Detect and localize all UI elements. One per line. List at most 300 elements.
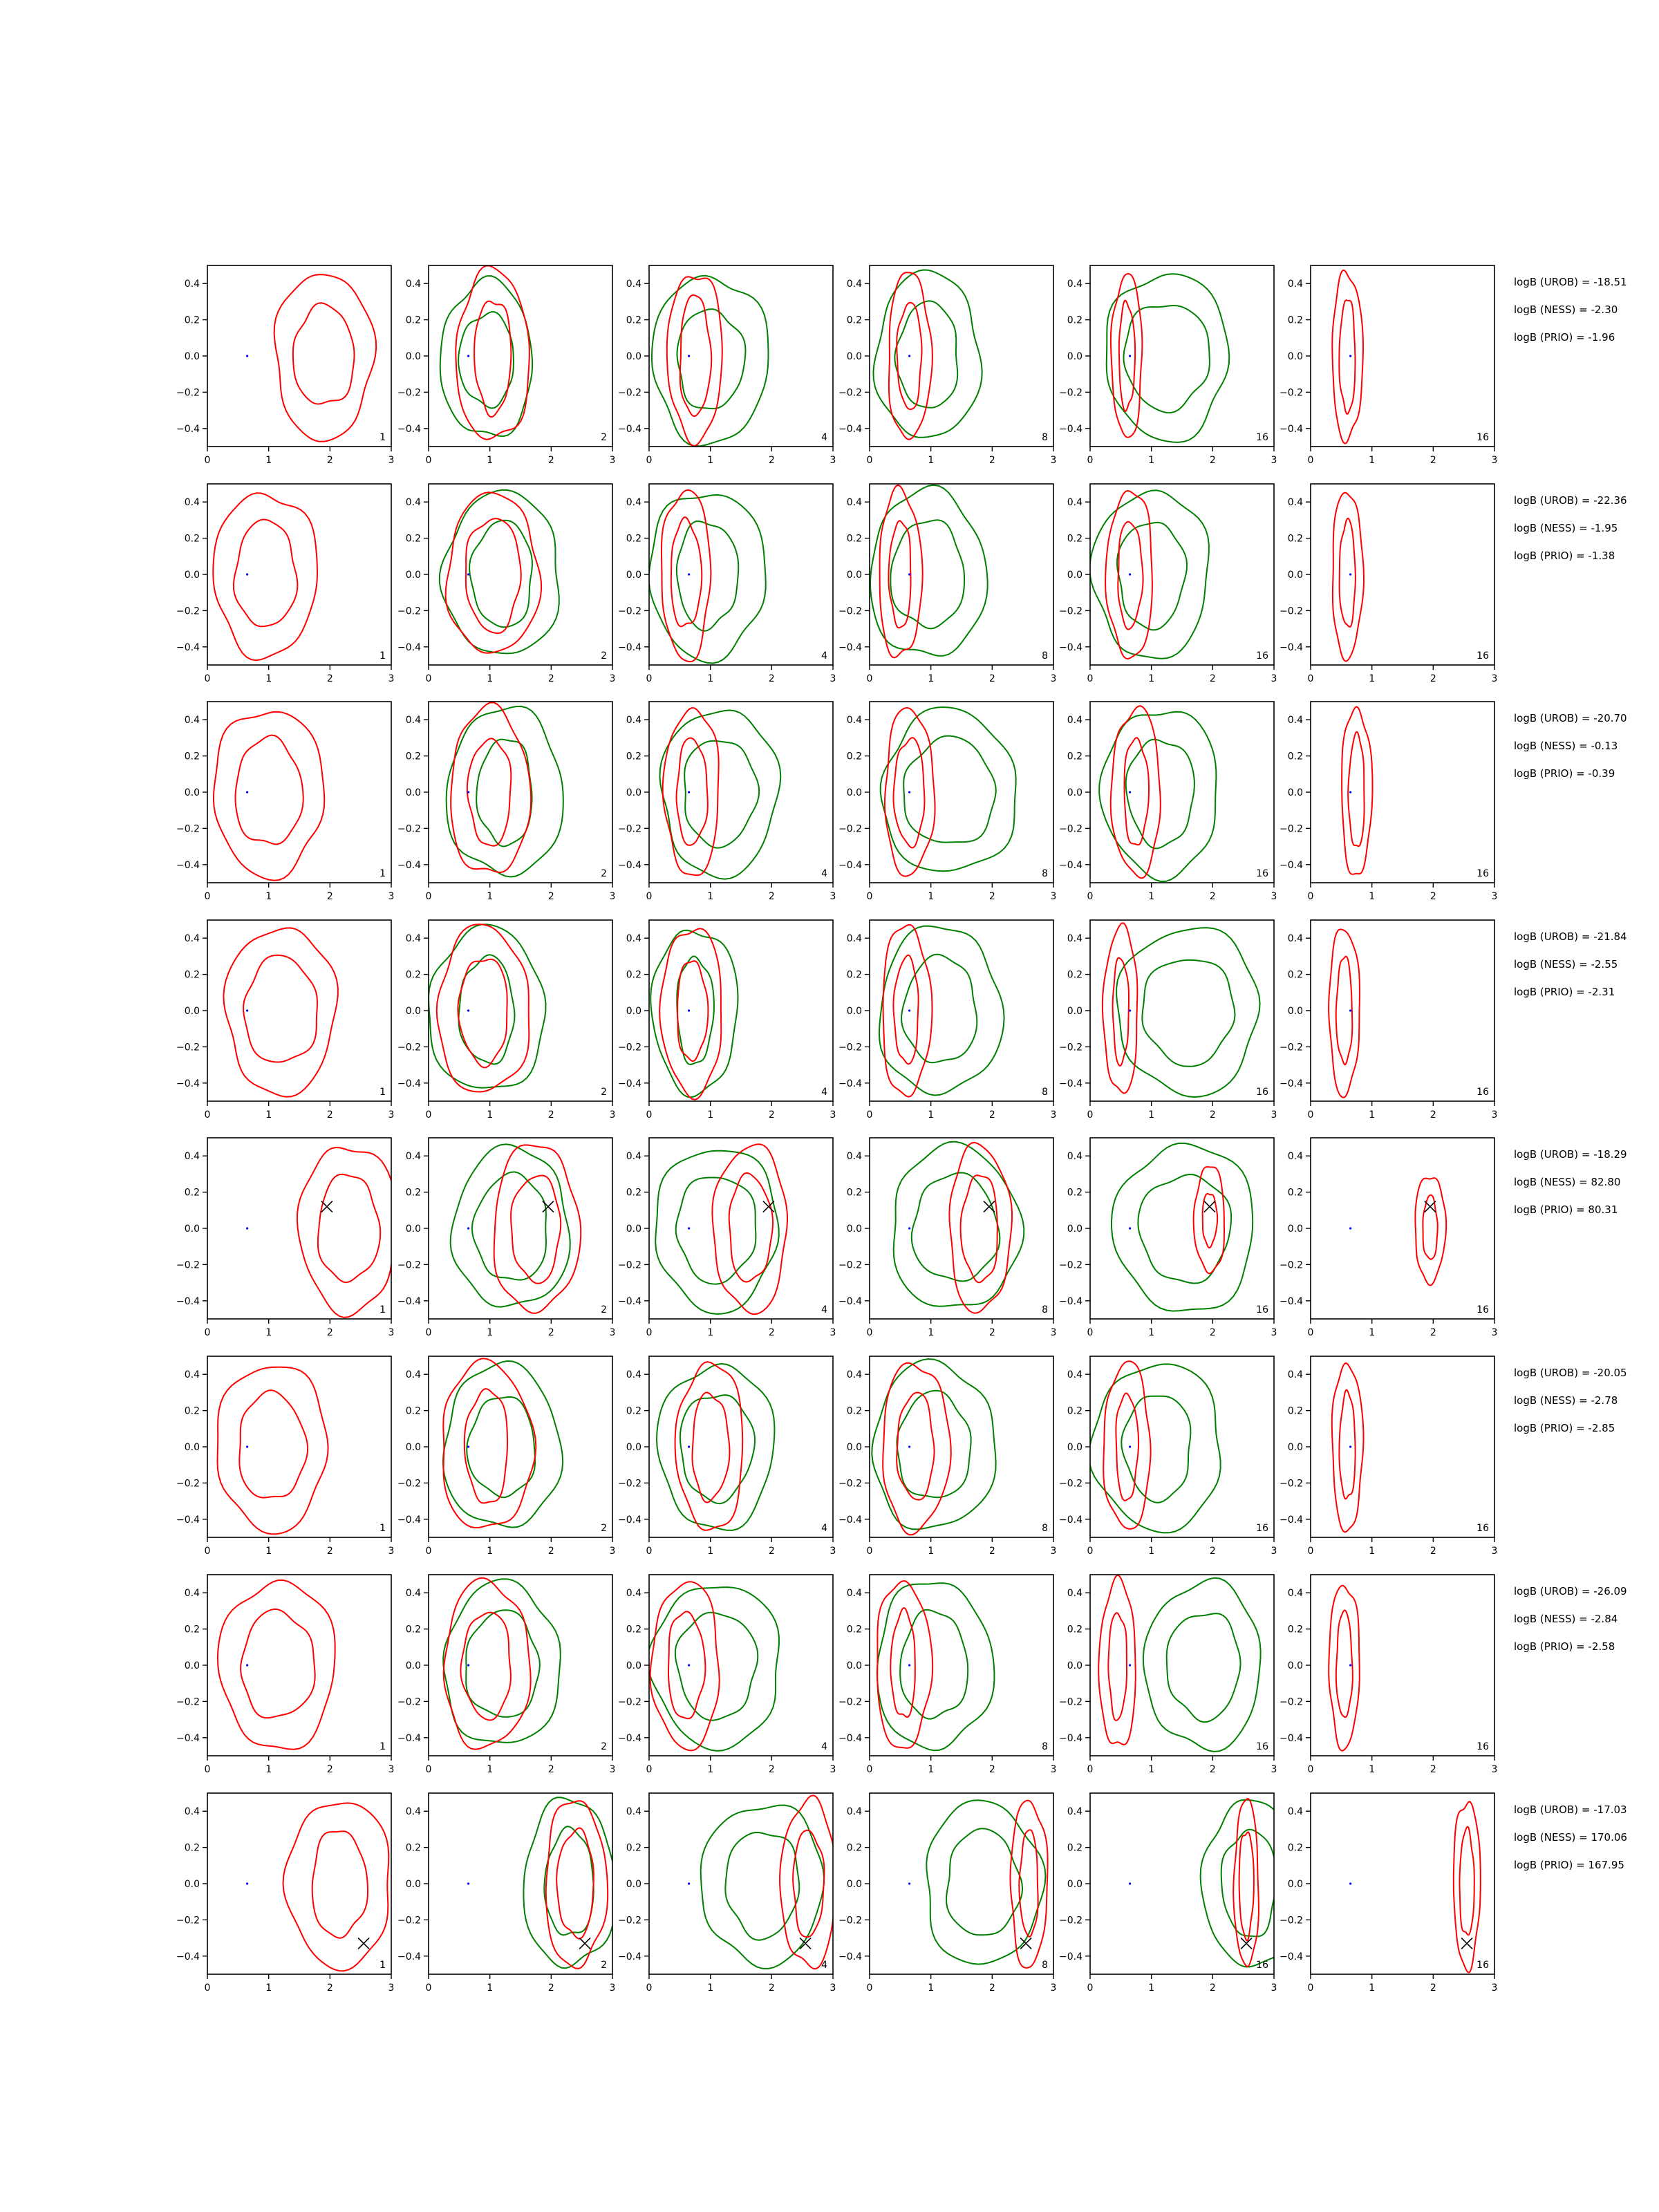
y-tick-label: −0.4 [618,859,641,871]
logb-annotation: logB (NESS) = 170.06 [1514,1831,1627,1844]
y-tick-label: −0.2 [176,823,200,835]
x-tick-label: 0 [204,1546,211,1557]
y-tick-label: −0.4 [838,1078,862,1089]
x-tick-label: 0 [204,1327,211,1338]
y-tick-label: −0.4 [176,1295,200,1307]
x-tick-label: 3 [830,673,836,684]
y-tick-label: 0.2 [626,315,641,326]
y-tick-label: −0.2 [838,387,862,399]
y-tick-label: 0.2 [1287,1405,1303,1417]
reference-point [688,1882,690,1884]
x-tick-label: 0 [646,1327,653,1338]
panel-number-label: 16 [1256,1304,1268,1315]
x-tick-label: 1 [707,1327,714,1338]
y-tick-label: 0.2 [626,969,641,981]
y-tick-label: −0.2 [397,1259,421,1271]
x-tick-label: 1 [487,1764,494,1775]
x-tick-label: 2 [326,455,333,466]
reference-point [467,1445,469,1447]
y-tick-label: −0.2 [1280,1042,1303,1053]
y-tick-label: −0.2 [1059,387,1082,399]
x-tick-label: 3 [1050,673,1057,684]
x-tick-label: 1 [487,455,494,466]
x-tick-label: 1 [1148,1764,1155,1775]
x-tick-label: 0 [1087,1764,1094,1775]
y-tick-label: 0.0 [846,351,862,362]
x-tick-label: 3 [609,1983,616,1994]
y-tick-label: 0.4 [1067,1151,1082,1163]
panel-number-label: 16 [1477,650,1489,662]
y-tick-label: −0.2 [1059,1696,1082,1708]
y-tick-label: 0.0 [1067,1006,1082,1017]
y-tick-label: 0.2 [1067,315,1082,326]
x-tick-label: 3 [830,1764,836,1775]
panel-number-label: 4 [821,1960,827,1971]
y-tick-label: 0.4 [626,1806,641,1818]
x-tick-label: 1 [487,1109,494,1121]
y-tick-label: 0.0 [405,1660,421,1671]
x-tick-label: 3 [388,1983,395,1994]
x-tick-label: 0 [425,455,432,466]
y-tick-label: 0.2 [626,1624,641,1635]
logb-annotation: logB (UROB) = -17.03 [1514,1803,1627,1816]
x-tick-label: 1 [1148,891,1155,902]
x-tick-label: 3 [1491,673,1498,684]
y-tick-label: 0.2 [1067,969,1082,981]
x-tick-label: 1 [928,673,935,684]
x-tick-label: 2 [988,673,995,684]
x-tick-label: 1 [928,1546,935,1557]
x-tick-label: 2 [988,1983,995,1994]
reference-point [908,1445,910,1447]
x-tick-label: 1 [265,1764,272,1775]
x-tick-label: 1 [1369,891,1376,902]
x-tick-label: 0 [1307,1327,1314,1338]
y-tick-label: 0.4 [846,715,862,727]
y-tick-label: −0.4 [397,1951,421,1962]
x-tick-label: 2 [1209,1983,1216,1994]
x-tick-label: 2 [547,455,554,466]
y-tick-label: −0.4 [176,1951,200,1962]
y-tick-label: 0.4 [626,715,641,727]
x-tick-label: 0 [1087,1109,1094,1121]
x-tick-label: 1 [707,673,714,684]
x-tick-label: 2 [768,891,775,902]
bayes-factor-annotations-row-4 [1514,930,1627,998]
panel-number-label: 1 [379,1087,386,1098]
x-tick-label: 0 [866,891,873,902]
x-tick-label: 1 [265,1109,272,1121]
reference-point [246,355,248,357]
x-tick-label: 2 [768,1546,775,1557]
bayes-factor-annotations-row-7 [1514,1585,1627,1653]
x-tick-label: 0 [866,1109,873,1121]
y-tick-label: −0.4 [1059,1078,1082,1089]
reference-point [467,573,469,575]
y-tick-label: −0.2 [618,1915,641,1927]
x-tick-label: 2 [988,1109,995,1121]
y-tick-label: 0.2 [1287,1842,1303,1854]
y-tick-label: 0.4 [626,1369,641,1381]
x-tick-label: 1 [1369,455,1376,466]
logb-annotation: logB (UROB) = -18.51 [1514,276,1627,288]
y-tick-label: 0.0 [846,1660,862,1671]
y-tick-label: 0.0 [405,787,421,798]
x-tick-label: 0 [425,673,432,684]
y-tick-label: 0.0 [1287,1879,1303,1890]
x-tick-label: 2 [768,455,775,466]
reference-point [688,1009,690,1011]
x-tick-label: 1 [928,455,935,466]
y-tick-label: 0.4 [184,279,200,290]
y-tick-label: 0.0 [1067,1442,1082,1453]
x-tick-label: 3 [1491,1327,1498,1338]
x-tick-label: 3 [1271,1327,1277,1338]
y-tick-label: −0.2 [1280,823,1303,835]
y-tick-label: 0.2 [1067,533,1082,545]
y-tick-label: −0.2 [838,1478,862,1490]
reference-point [908,1227,910,1229]
y-tick-label: 0.2 [405,1187,421,1199]
y-tick-label: −0.2 [1059,823,1082,835]
x-tick-label: 1 [265,1983,272,1994]
y-tick-label: 0.4 [626,279,641,290]
reference-point [1129,355,1131,357]
panel-number-label: 1 [379,1741,386,1752]
y-tick-label: 0.2 [184,1187,200,1199]
x-tick-label: 1 [265,1546,272,1557]
x-tick-label: 2 [1209,1764,1216,1775]
y-tick-label: 0.0 [405,1224,421,1235]
y-tick-label: 0.0 [626,351,641,362]
x-tick-label: 3 [609,891,616,902]
y-tick-label: −0.2 [1059,1915,1082,1927]
y-tick-label: 0.4 [184,1369,200,1381]
x-tick-label: 2 [988,1327,995,1338]
y-tick-label: 0.2 [1287,533,1303,545]
x-tick-label: 3 [830,1546,836,1557]
panel-number-label: 16 [1256,432,1268,443]
x-tick-label: 3 [1491,1546,1498,1557]
logb-annotation: logB (UROB) = -26.09 [1514,1585,1627,1597]
reference-point [1129,573,1131,575]
x-tick-label: 0 [425,1983,432,1994]
y-tick-label: 0.4 [626,497,641,509]
y-tick-label: 0.0 [1287,1224,1303,1235]
x-tick-label: 2 [547,1546,554,1557]
x-tick-label: 0 [204,673,211,684]
y-tick-label: −0.4 [1280,1951,1303,1962]
x-tick-label: 0 [425,1109,432,1121]
x-tick-label: 3 [1050,1764,1057,1775]
x-tick-label: 2 [1430,891,1436,902]
y-tick-label: −0.2 [1059,1259,1082,1271]
x-tick-label: 2 [988,891,995,902]
y-tick-label: −0.2 [1059,606,1082,617]
y-tick-label: 0.2 [184,969,200,981]
panel-number-label: 1 [379,1304,386,1315]
x-tick-label: 0 [1087,673,1094,684]
y-tick-label: −0.2 [397,1696,421,1708]
y-tick-label: 0.4 [1067,715,1082,727]
y-tick-label: 0.4 [184,933,200,945]
x-tick-label: 2 [1430,673,1436,684]
y-tick-label: −0.4 [1059,1295,1082,1307]
panel-number-label: 16 [1477,1304,1489,1315]
x-tick-label: 3 [388,1546,395,1557]
y-tick-label: −0.4 [176,1078,200,1089]
reference-point [1349,1009,1351,1011]
y-tick-label: −0.4 [618,1295,641,1307]
x-tick-label: 0 [646,891,653,902]
logb-annotation: logB (PRIO) = 80.31 [1514,1203,1618,1216]
y-tick-label: 0.4 [1287,1588,1303,1600]
reference-point [688,1445,690,1447]
reference-point [467,1664,469,1666]
reference-point [1349,1445,1351,1447]
y-tick-label: 0.2 [626,1405,641,1417]
reference-point [688,573,690,575]
y-tick-label: 0.2 [1067,1842,1082,1854]
x-tick-label: 2 [1209,1109,1216,1121]
y-tick-label: −0.2 [838,823,862,835]
y-tick-label: 0.2 [846,1842,862,1854]
y-tick-label: −0.4 [397,1514,421,1526]
x-tick-label: 0 [1087,455,1094,466]
y-tick-label: −0.4 [1059,423,1082,435]
reference-point [246,1009,248,1011]
x-tick-label: 2 [326,673,333,684]
y-tick-label: 0.2 [1287,969,1303,981]
x-tick-label: 0 [646,1546,653,1557]
y-tick-label: −0.4 [618,641,641,653]
x-tick-label: 1 [1369,1983,1376,1994]
y-tick-label: 0.4 [405,715,421,727]
x-tick-label: 1 [928,891,935,902]
logb-annotation: logB (UROB) = -20.05 [1514,1367,1627,1379]
panel-number-label: 4 [821,1741,827,1752]
x-tick-label: 1 [1369,1109,1376,1121]
x-tick-label: 1 [1148,1983,1155,1994]
reference-point [1129,791,1131,793]
y-tick-label: 0.4 [1287,1806,1303,1818]
panel-number-label: 2 [601,1523,607,1534]
y-tick-label: −0.4 [397,423,421,435]
x-tick-label: 3 [830,1983,836,1994]
panel-number-label: 1 [379,1523,386,1534]
y-tick-label: −0.4 [1280,1514,1303,1526]
reference-point [908,1009,910,1011]
y-tick-label: 0.4 [405,1588,421,1600]
y-tick-label: −0.2 [838,606,862,617]
y-tick-label: 0.4 [1287,715,1303,727]
y-tick-label: −0.4 [397,1732,421,1744]
y-tick-label: 0.0 [626,1879,641,1890]
x-tick-label: 2 [326,891,333,902]
x-tick-label: 2 [547,1109,554,1121]
panel-number-label: 1 [379,432,386,443]
x-tick-label: 2 [326,1327,333,1338]
x-tick-label: 2 [547,891,554,902]
y-tick-label: 0.0 [1287,1006,1303,1017]
y-tick-label: 0.0 [405,570,421,581]
y-tick-label: 0.4 [1067,279,1082,290]
y-tick-label: 0.2 [626,1187,641,1199]
reference-point [246,1664,248,1666]
x-tick-label: 0 [866,1546,873,1557]
reference-point [1349,573,1351,575]
y-tick-label: −0.2 [397,1478,421,1490]
y-tick-label: 0.0 [1287,1442,1303,1453]
x-tick-label: 3 [1050,1546,1057,1557]
x-tick-label: 3 [830,891,836,902]
reference-point [467,1882,469,1884]
x-tick-label: 1 [265,455,272,466]
x-tick-label: 3 [1271,1983,1277,1994]
y-tick-label: 0.2 [1067,1624,1082,1635]
x-tick-label: 2 [768,673,775,684]
logb-annotation: logB (UROB) = -20.70 [1514,712,1627,724]
bayes-factor-annotations-row-2 [1514,494,1627,562]
y-tick-label: −0.4 [838,1951,862,1962]
y-tick-label: 0.2 [1287,1187,1303,1199]
y-tick-label: −0.4 [1280,1078,1303,1089]
y-tick-label: −0.4 [397,1078,421,1089]
reference-point [246,1227,248,1229]
y-tick-label: 0.4 [184,1588,200,1600]
x-tick-label: 3 [1491,455,1498,466]
x-tick-label: 1 [707,455,714,466]
y-tick-label: −0.4 [838,423,862,435]
y-tick-label: −0.2 [618,1042,641,1053]
panel-number-label: 4 [821,1087,827,1098]
x-tick-label: 1 [928,1983,935,1994]
panel-number-label: 1 [379,650,386,662]
x-tick-label: 2 [1430,1546,1436,1557]
y-tick-label: 0.0 [1287,570,1303,581]
y-tick-label: −0.4 [838,641,862,653]
logb-annotation: logB (PRIO) = -2.58 [1514,1640,1615,1653]
reference-point [688,791,690,793]
x-tick-label: 1 [1369,1764,1376,1775]
y-tick-label: 0.2 [184,1405,200,1417]
y-tick-label: −0.2 [176,1478,200,1490]
x-tick-label: 3 [388,891,395,902]
logb-annotation: logB (NESS) = -2.30 [1514,303,1618,316]
x-tick-label: 1 [1148,1546,1155,1557]
logb-annotation: logB (UROB) = -22.36 [1514,494,1627,507]
y-tick-label: −0.2 [838,1696,862,1708]
panel-number-label: 16 [1477,1960,1489,1971]
x-tick-label: 1 [265,891,272,902]
y-tick-label: −0.4 [397,859,421,871]
x-tick-label: 3 [609,1546,616,1557]
panel-number-label: 16 [1477,1087,1489,1098]
x-tick-label: 3 [1050,891,1057,902]
y-tick-label: 0.2 [626,1842,641,1854]
x-tick-label: 0 [1087,891,1094,902]
reference-point [467,1227,469,1229]
logb-annotation: logB (NESS) = -2.84 [1514,1613,1618,1625]
logb-annotation: logB (UROB) = -21.84 [1514,930,1627,943]
y-tick-label: 0.4 [1287,279,1303,290]
x-tick-label: 0 [866,1764,873,1775]
y-tick-label: 0.0 [184,351,200,362]
x-tick-label: 0 [1307,891,1314,902]
reference-point [246,573,248,575]
reference-point [246,1445,248,1447]
y-tick-label: 0.0 [626,1660,641,1671]
x-tick-label: 0 [646,1764,653,1775]
x-tick-label: 0 [646,1983,653,1994]
x-tick-label: 0 [1307,1764,1314,1775]
x-tick-label: 3 [1050,1327,1057,1338]
y-tick-label: 0.0 [405,351,421,362]
y-tick-label: 0.4 [1287,933,1303,945]
y-tick-label: 0.0 [1067,1660,1082,1671]
y-tick-label: 0.2 [405,1405,421,1417]
y-tick-label: −0.4 [397,1295,421,1307]
panel-number-label: 1 [379,1960,386,1971]
y-tick-label: −0.4 [838,1295,862,1307]
y-tick-label: −0.4 [176,1732,200,1744]
x-tick-label: 1 [928,1327,935,1338]
x-tick-label: 1 [1148,455,1155,466]
y-tick-label: 0.4 [405,1151,421,1163]
x-tick-label: 3 [1271,673,1277,684]
y-tick-label: −0.4 [618,1951,641,1962]
y-tick-label: 0.0 [846,1442,862,1453]
panel-number-label: 16 [1477,1741,1489,1752]
y-tick-label: −0.4 [176,641,200,653]
x-tick-label: 0 [1307,1546,1314,1557]
y-tick-label: 0.4 [1067,933,1082,945]
y-tick-label: 0.2 [184,315,200,326]
x-tick-label: 1 [487,891,494,902]
x-tick-label: 3 [1050,1983,1057,1994]
x-tick-label: 2 [1430,1983,1436,1994]
x-tick-label: 1 [487,1983,494,1994]
x-tick-label: 2 [1209,455,1216,466]
y-tick-label: 0.2 [405,533,421,545]
panel-number-label: 16 [1477,868,1489,879]
y-tick-label: 0.0 [846,1006,862,1017]
x-tick-label: 3 [1271,455,1277,466]
x-tick-label: 3 [830,455,836,466]
y-tick-label: 0.4 [626,933,641,945]
x-tick-label: 0 [866,1983,873,1994]
x-tick-label: 3 [388,1109,395,1121]
y-tick-label: −0.4 [618,423,641,435]
x-tick-label: 2 [1209,891,1216,902]
y-tick-label: 0.0 [184,1224,200,1235]
logb-annotation: logB (UROB) = -18.29 [1514,1148,1627,1161]
x-tick-label: 2 [1430,1327,1436,1338]
y-tick-label: −0.2 [397,387,421,399]
panel-number-label: 2 [601,1304,607,1315]
y-tick-label: 0.0 [184,1006,200,1017]
x-tick-label: 0 [1307,1983,1314,1994]
y-tick-label: 0.4 [405,279,421,290]
reference-point [1349,791,1351,793]
x-tick-label: 2 [1430,1764,1436,1775]
y-tick-label: 0.0 [184,1442,200,1453]
y-tick-label: 0.4 [405,933,421,945]
y-tick-label: −0.2 [176,1042,200,1053]
y-tick-label: −0.2 [397,1042,421,1053]
x-tick-label: 3 [1050,1109,1057,1121]
panel-number-label: 8 [1042,1304,1048,1315]
